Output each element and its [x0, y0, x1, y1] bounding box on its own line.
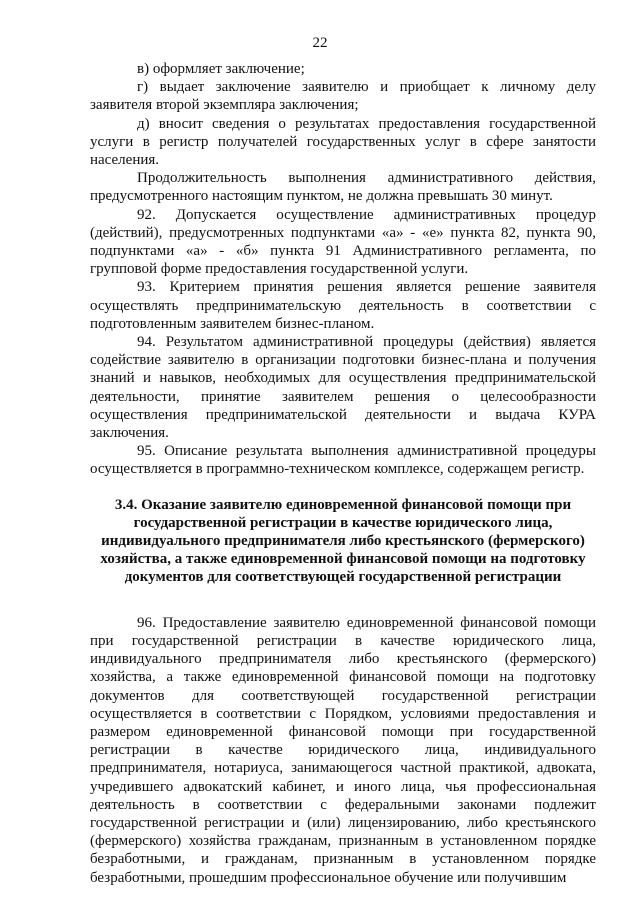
paragraph-95: 95. Описание результата выполнения административной процедуры осуществляется в программно-техническом комплексе, содержащем регистр. [90, 443, 596, 478]
spacer [90, 587, 596, 614]
paragraph-item-v: в) оформляет заключение; [137, 61, 305, 77]
paragraph-duration: Продолжительность выполнения административного действия, предусмотренного настоящим пунктом, не должна превышать 30 минут. [90, 170, 596, 205]
spacer [90, 479, 596, 496]
paragraph-96: 96. Предоставление заявителю единовременной финансовой помощи при государственной регистрации в качестве юридического лица, индивидуального предпринимателя либо крестьянского (фермерского) хозяйства, а также единовременной финансовой помощи на подготовку документов для соответствующей государственной регистрации осуществляется в соответствии с Порядком, условиями предоставления и размером единовременной финансовой помощи при государственной регистрации в качестве юридического лица, индивидуального предпринимателя, нотариуса, занимающегося частной практикой, адвоката, учредившего адвокатский кабинет, и иного лица, чья профессиональная деятельность в соответствии с федеральными законами подлежит государственной регистрации и (или) лицензированию, либо крестьянского (фермерского) хозяйства гражданам, признанным в установленном порядке безработными, и гражданам, признанным в установленном порядке безработными, прошедшим профессиональное обучение или получившим [90, 614, 596, 886]
page-number: 22 [312, 35, 328, 51]
body-text [90, 60, 596, 887]
section-heading: 3.4. Оказание заявителю единовременной финансовой помощи при государственной регистрации в качестве юридического лица, индивидуального предпринимателя либо крестьянского (фермерского) хозяйства, а также единовременной финансовой помощи на подготовку документов для соответствующей государственной регистрации [100, 496, 586, 586]
paragraph-92: 92. Допускается осуществление административных процедур (действий), предусмотренных подпунктами «а» - «е» пункта 82, пункта 90, подпунктами «а» - «б» пункта 91 Административного регламента, по групповой форме предоставления государственной услуги. [90, 206, 596, 278]
paragraph-93: 93. Критерием принятия решения является решение заявителя осуществлять предпринимательскую деятельность в соответствии с подготовленным заявителем бизнес-планом. [90, 279, 596, 332]
paragraph-item-d: д) вносит сведения о результатах предоставления государственной услуги в регистр получателей государственных услуг в сфере занятости населения. [90, 115, 596, 169]
paragraph-94: 94. Результатом административной процедуры (действия) является содействие заявителю в организации подготовки бизнес-плана и получения знаний и навыков, необходимых для осуществления предпринимательской деятельности, принятие заявителем решения о целесообразности осуществления предпринимательской деятельности и выдача КУРА заключения. [90, 334, 596, 442]
paragraph-item-g: г) выдает заключение заявителю и приобщает к личному делу заявителя второй экземпляра заключения; [90, 79, 596, 114]
